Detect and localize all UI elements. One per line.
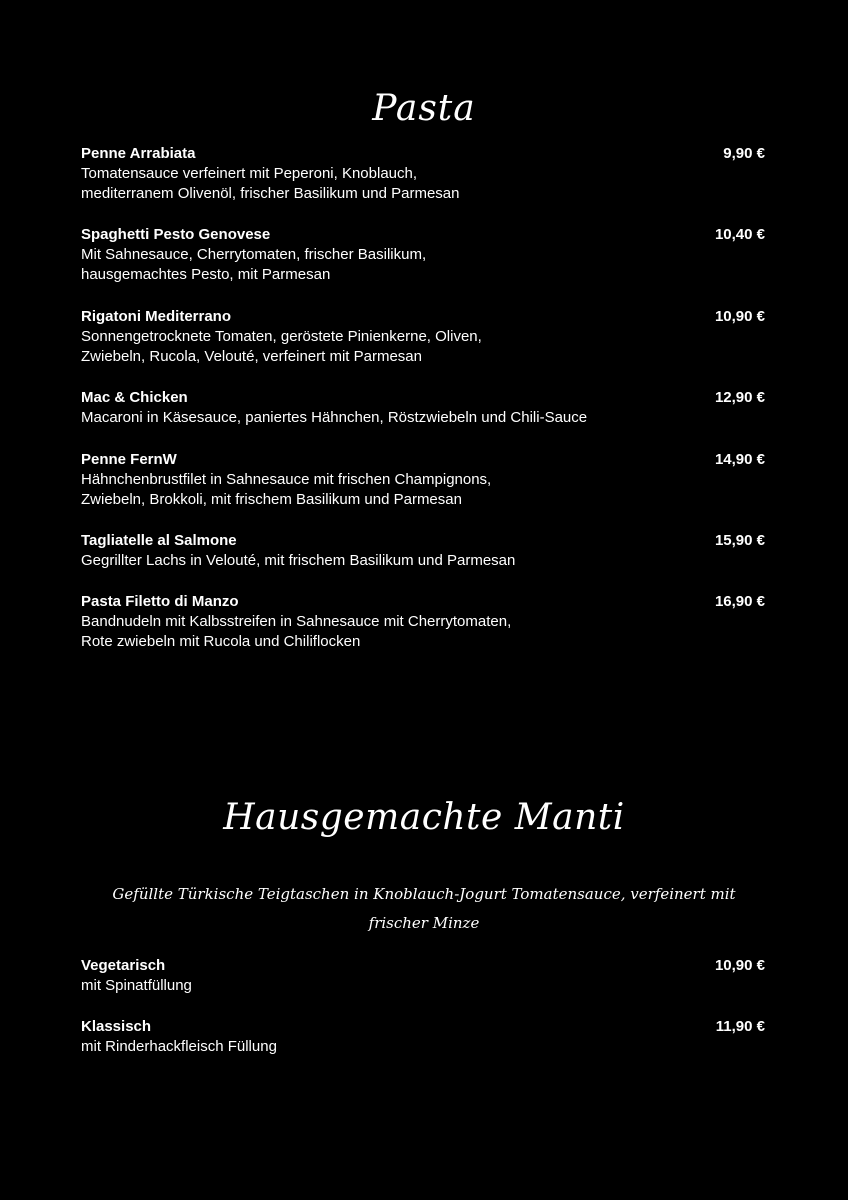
menu-item-name: Spaghetti Pesto Genovese — [81, 226, 271, 243]
menu-item-price: 16,90 € — [714, 593, 765, 610]
menu-item-price: 10,90 € — [714, 957, 765, 974]
menu-item-price: 9,90 € — [723, 145, 765, 162]
menu-item-name: Pasta Filetto di Manzo — [81, 593, 239, 610]
menu-item-description: mit Spinatfüllung — [81, 977, 192, 994]
menu-item-name: Mac & Chicken — [81, 389, 188, 406]
menu-item-header — [81, 388, 765, 408]
menu-item-name: Penne Arrabiata — [81, 145, 196, 162]
menu-item-name: Vegetarisch — [81, 957, 166, 974]
menu-item-name: Tagliatelle al Salmone — [81, 532, 237, 549]
menu-item-description: Sonnengetrocknete Tomaten, geröstete Pinienkerne, Oliven, Zwiebeln, Rucola, Velouté, verfeinert mit Parmesan — [81, 328, 482, 365]
menu-item-header — [81, 307, 765, 327]
menu-item-header — [81, 450, 765, 470]
menu-item-penne-fernw — [81, 450, 765, 510]
menu-item-header — [81, 592, 765, 612]
menu-item-price: 15,90 € — [714, 532, 765, 549]
menu-item-header — [81, 225, 765, 245]
menu-item-mac-and-chicken — [81, 388, 765, 428]
menu-item-name: Penne FernW — [81, 451, 177, 468]
menu-item-pasta-filetto-di-manzo — [81, 592, 765, 652]
menu-item-price: 10,40 € — [714, 226, 765, 243]
menu-item-description: Hähnchenbrustfilet in Sahnesauce mit frischen Champignons, Zwiebeln, Brokkoli, mit frischem Basilikum und Parmesan — [81, 471, 492, 508]
menu-item-manti-klassisch — [81, 1017, 765, 1057]
menu-item-header — [81, 144, 765, 164]
menu-item-header — [81, 1017, 765, 1037]
pasta-section-title: Pasta — [372, 88, 476, 129]
menu-item-name: Rigatoni Mediterrano — [81, 308, 232, 325]
menu-item-description: Mit Sahnesauce, Cherrytomaten, frischer Basilikum, hausgemachtes Pesto, mit Parmesan — [81, 246, 427, 283]
menu-item-description: mit Rinderhackfleisch Füllung — [81, 1038, 277, 1055]
menu-item-header — [81, 531, 765, 551]
menu-item-spaghetti-pesto-genovese — [81, 225, 765, 285]
menu-item-rigatoni-mediterrano — [81, 307, 765, 367]
menu-item-name: Klassisch — [81, 1018, 152, 1035]
menu-item-manti-vegetarisch — [81, 956, 765, 996]
menu-item-description: Bandnudeln mit Kalbsstreifen in Sahnesauce mit Cherrytomaten, Rote zwiebeln mit Rucola und Chiliflocken — [81, 613, 512, 650]
manti-section-title: Hausgemachte Manti — [223, 797, 625, 838]
menu-item-price: 10,90 € — [714, 308, 765, 325]
menu-item-header — [81, 956, 765, 976]
menu-item-description: Tomatensauce verfeinert mit Peperoni, Knoblauch, mediterranem Olivenöl, frischer Basilikum und Parmesan — [81, 165, 460, 202]
menu-item-price: 11,90 € — [715, 1018, 765, 1035]
menu-item-price: 12,90 € — [714, 389, 765, 406]
menu-item-description: Gegrillter Lachs in Velouté, mit frischem Basilikum und Parmesan — [81, 552, 516, 569]
menu-item-description: Macaroni in Käsesauce, paniertes Hähnchen, Röstzwiebeln und Chili-Sauce — [81, 409, 588, 426]
menu-item-tagliatelle-al-salmone — [81, 531, 765, 571]
manti-subtitle: Gefüllte Türkische Teigtaschen in Knoblauch-Jogurt Tomatensauce, verfeinert mit frischer Minze — [112, 885, 736, 932]
menu-item-penne-arrabiata — [81, 144, 765, 204]
menu-item-price: 14,90 € — [714, 451, 765, 468]
